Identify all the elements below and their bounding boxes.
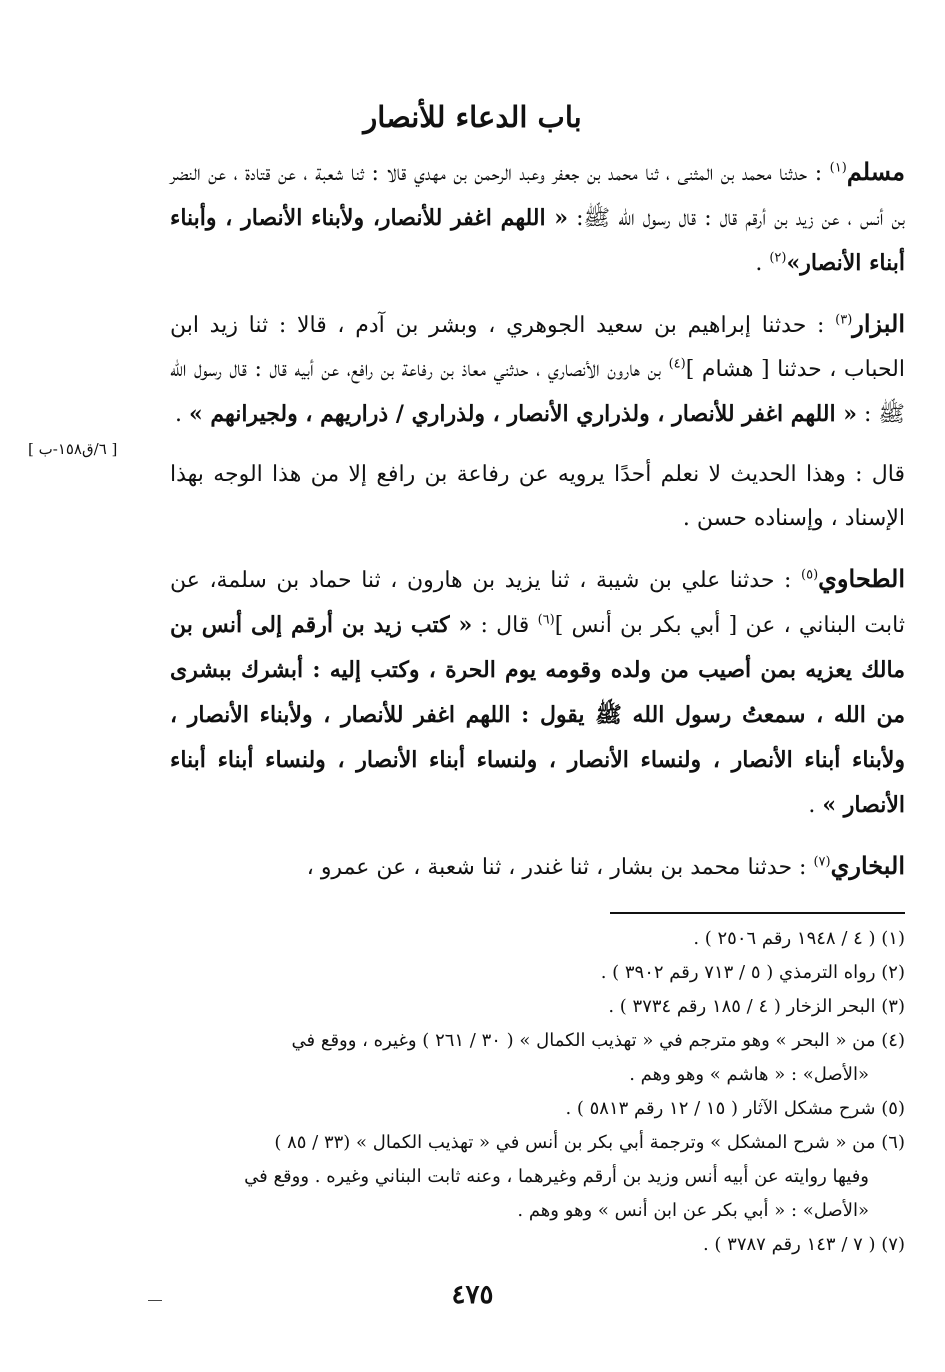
chapter-title: باب الدعاء للأنصار [363, 100, 582, 134]
footnote-ref[interactable]: (٧) [813, 854, 831, 870]
footnote-ref[interactable]: (٤) [668, 356, 686, 372]
paragraph-bazzar-comment [170, 453, 905, 541]
hadith-text: « كتب زيد بن أرقم إلى أنس بن مالك يعزيه بمن أصيب من ولده وقومه يوم الحرة ، وكتب إليه : أبشرك ببشرى من الله ، سمعتُ رسول الله ﷺ يقول : اللهم اغفر للأنصار ، ولأبناء الأنصار ، ولأبناء أبناء الأنصار ، ولنساء الأنصار ، ولنساء أبناء الأنصار ، ولنساء أبناء أبناء الأنصار » [170, 612, 905, 818]
footnote-ref[interactable]: (١) [829, 160, 847, 176]
isnad-text: : حدثنا محمد بن المثنى ، ثنا محمد بن جعفر وعبد الرحمن بن مهدي قالا : ثنا شعبة ، عن قتادة ، عن النضر بن أنس ، عن زيد بن أرقم قال : قال رسول الله ﷺ: [170, 161, 905, 231]
footnote-continuation: «الأصل» : « هاشم » وهو وهم . [629, 1064, 869, 1085]
footnote-text: ( ٤ / ١٩٤٨ رقم ٢٥٠٦ ) . [693, 928, 876, 949]
isnad-text: : حدثنا علي بن شيبة ، ثنا يزيد بن هارون ، ثنا حماد بن سلمة، عن ثابت البناني ، عن [ أبي بكر بن أنس ] [170, 568, 905, 638]
paragraph-end: . [175, 402, 189, 427]
isnad-text-continued: قال : [472, 613, 538, 638]
footnote-divider [610, 912, 905, 914]
paragraph-bukhari [170, 844, 905, 890]
footnotes [170, 922, 905, 1262]
isnad-text: : حدثنا إبراهيم بن سعيد الجوهري ، وبشر بن آدم ، قالا : ثنا زيد ابن الحباب ، حدثنا [ هشام ] [170, 313, 906, 382]
footnote-continuation: وفيها روايته عن أبيه أنس وزيد بن أرقم وغيرهما ، وعنه ثابت البناني وغيره . ووقع في [244, 1166, 869, 1187]
footnote-ref[interactable]: (٣) [835, 312, 853, 328]
page-number: ٤٧٥ [451, 1280, 494, 1310]
source-name: البزار [852, 309, 905, 338]
footnote [170, 922, 905, 956]
footnote-number: (٧) [881, 1234, 905, 1255]
footnote-number: (٦) [881, 1132, 905, 1153]
footnote-ref[interactable]: (٥) [801, 567, 819, 583]
footnote-number: (٤) [881, 1030, 905, 1051]
footnote-continuation: «الأصل» : « أبي بكر عن ابن أنس » وهو وهم . [517, 1200, 869, 1221]
footnote-text: من « البحر » وهو مترجم في « تهذيب الكمال » ( ٣٠ / ٢٦١ ) وغيره ، ووقع في [291, 1030, 876, 1051]
footnote-text: البحر الزخار ( ٤ / ١٨٥ رقم ٣٧٣٤ ) . [608, 996, 876, 1017]
manuscript-folio-note: [ ٦/ق١٥٨-ب ] [28, 440, 118, 458]
paragraph-end: . [808, 793, 823, 818]
footnote-number: (١) [881, 928, 905, 949]
footnote [170, 1126, 905, 1160]
source-name: الطحاوي [818, 564, 905, 593]
print-mark [148, 1300, 162, 1301]
footnote-text: ( ٧ / ١٤٣ رقم ٣٧٨٧ ) . [702, 1234, 876, 1255]
footnote-text: رواه الترمذي ( ٥ / ٧١٣ رقم ٣٩٠٢ ) . [600, 962, 876, 983]
footnote-number: (٥) [881, 1098, 905, 1119]
footnote-number: (٢) [881, 962, 905, 983]
paragraph-bazzar [170, 302, 905, 437]
comment-text: قال : وهذا الحديث لا نعلم أحدًا يرويه عن رفاعة بن رافع إلا من هذا الوجه بهذا الإسناد ، وإسناده حسن . [170, 462, 905, 531]
isnad-text: : حدثنا محمد بن بشار ، ثنا غندر ، ثنا شعبة ، عن عمرو ، [306, 855, 814, 880]
footnote [170, 1228, 905, 1262]
paragraph-tahawi [170, 557, 905, 828]
footnote [170, 1092, 905, 1126]
paragraph-muslim [170, 150, 905, 286]
footnote-text: شرح مشكل الآثار ( ١٥ / ١٢ رقم ٥٨١٣ ) . [565, 1098, 876, 1119]
main-text [170, 150, 905, 906]
footnote [170, 1024, 905, 1058]
footnote [170, 990, 905, 1024]
paragraph-end: . [755, 251, 770, 276]
isnad-text-continued: بن هارون الأنصاري ، حدثني معاذ بن رفاعة بن رافع، عن أبيه قال : قال رسول الله ﷺ : [170, 357, 905, 427]
footnote-number: (٣) [881, 996, 905, 1017]
footnote-text: من « شرح المشكل » وترجمة أبي بكر بن أنس في « تهذيب الكمال » (٣٣ / ٨٥ ) [274, 1132, 876, 1153]
source-name: مسلم [846, 157, 905, 186]
footnote-ref[interactable]: (٦) [537, 612, 555, 628]
source-name: البخاري [830, 851, 905, 880]
footnote-ref[interactable]: (٢) [769, 250, 787, 266]
footnote [170, 956, 905, 990]
hadith-text: « اللهم اغفر للأنصار ، ولذراري الأنصار ، ولذراري / ذراريهم ، ولجيرانهم » [189, 401, 858, 427]
hadith-text: « اللهم اغفر للأنصار، ولأبناء الأنصار ، وأبناء أبناء الأنصار» [170, 205, 905, 276]
